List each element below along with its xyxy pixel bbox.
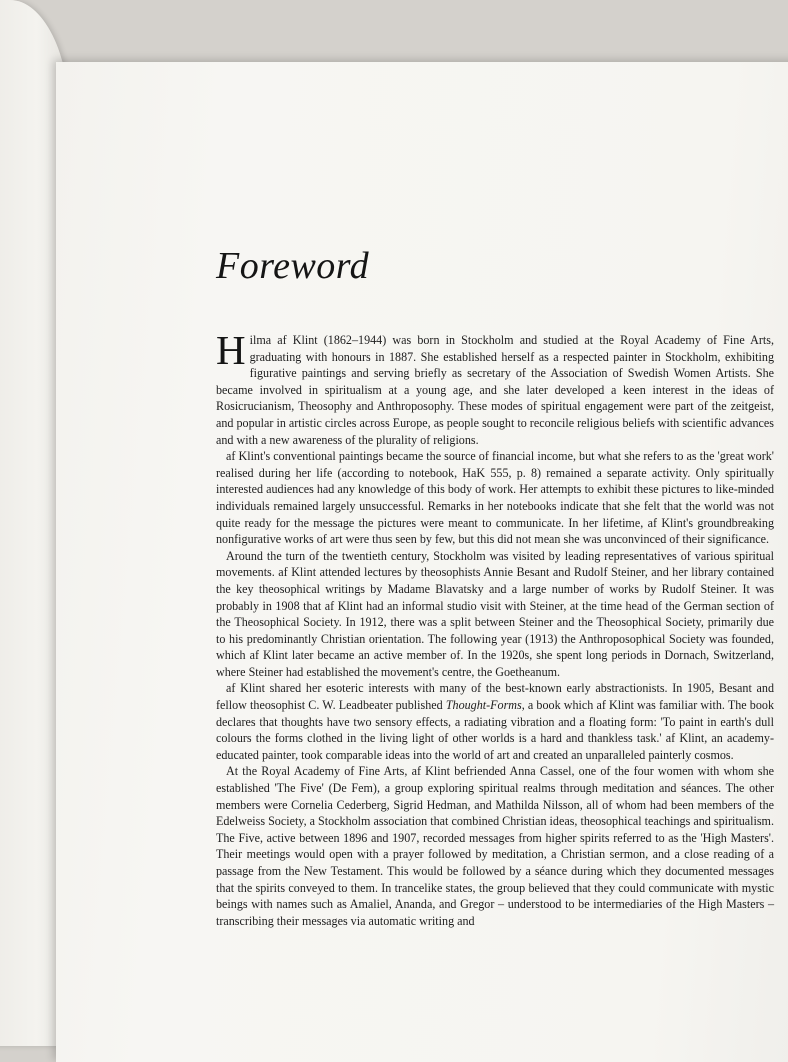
book-title-thought-forms: Thought-Forms <box>445 698 522 713</box>
drop-cap: H <box>216 327 246 373</box>
paragraph-3: Around the turn of the twentieth century, Stockholm was visited by leading representatives of various spiritual movements. af Klint attended lectures by theosophists Annie Besant and Rudolf Steiner, and her library contained the key theosophical writings by Madame Blavatsky and a large number of works by Rudolf Steiner. It was probably in 1908 that af Klint had an informal studio visit with Steiner, at the time head of the German section of the Theosophical Society. In 1912, there was a split between Steiner and the Theosophical Society, primarily due to his predominantly Christian orientation. The following year (1913) the Anthroposophical Society was founded, which af Klint later became an active member of. In the 1920s, she spent long periods in Dornach, Switzerland, where Steiner had established the movement's centre, the Goetheanum. <box>216 548 774 679</box>
paragraph-4-text-b: , a book which af Klint was familiar with. The book declares that thoughts have two sensory effects, a radiating vibration and a floating form: 'To paint in earth's dull colours the forms clothed in the living light of other worlds is a hard and thankless task.' af Klint, an academy-educated painter, took comparable ideas into the world of art and created an unparalleled painterly cosmos. <box>216 698 774 762</box>
paragraph-1-text: ilma af Klint (1862–1944) was born in Stockholm and studied at the Royal Academy of Fine Arts, graduating with honours in 1887. She established herself as a respected painter in Stockholm, exhibiting figurative paintings and serving briefly as secretary of the Association of Swedish Women Artists. She became involved in spiritualism at a young age, and she later developed a keen interest in the ideas of Rosicrucianism, Theosophy and Anthroposophy. These modes of spiritual engagement were part of the zeitgeist, and popular in artistic circles across Europe, as people sought to reconcile religious beliefs with scientific advances and with a new awareness of the plurality of religions. <box>216 333 774 447</box>
paragraph-4 <box>216 680 774 763</box>
paragraph-1 <box>216 327 774 448</box>
page-title: Foreword <box>216 245 370 287</box>
paragraph-2: af Klint's conventional paintings became the source of financial income, but what she refers to as the 'great work' realised during her life (according to notebook, HaK 555, p. 8) remained a separate activity. Only spiritually interested audiences had any knowledge of this body of work. Her attempts to exhibit these pictures to like-minded individuals remained largely unsuccessful. Remarks in her notebooks indicate that she felt that the world was not quite ready for the message the pictures were meant to communicate. In her lifetime, af Klint's groundbreaking nonfigurative works of art were thus seen by few, but this did not mean she was unconvinced of their significance. <box>216 449 774 547</box>
paragraph-4-text-a: af Klint shared her esoteric interests with many of the best-known early abstractionists. In 1905, Besant and fellow theosophist C. W. Leadbeater published <box>216 681 774 713</box>
foreword-body <box>216 327 774 929</box>
book-page <box>56 62 788 1062</box>
paragraph-5: At the Royal Academy of Fine Arts, af Klint befriended Anna Cassel, one of the four women with whom she established 'The Five' (De Fem), a group exploring spiritual realms through meditation and séances. The other members were Cornelia Cederberg, Sigrid Hedman, and Mathilda Nilsson, all of whom had been members of the Edelweiss Society, a Stockholm association that combined Christian ideas, theosophical teachings and spiritualism. The Five, active between 1896 and 1907, recorded messages from higher spirits referred to as the 'High Masters'. Their meetings would open with a prayer followed by meditation, a Christian sermon, and a close reading of a passage from the New Testament. This would be followed by a séance during which they documented messages that the spirits conveyed to them. In trancelike states, the group believed that they could communicate with mystic beings with names such as Amaliel, Ananda, and Gregor – understood to be intermediaries of the High Masters – transcribing their messages via automatic writing and <box>216 764 774 928</box>
